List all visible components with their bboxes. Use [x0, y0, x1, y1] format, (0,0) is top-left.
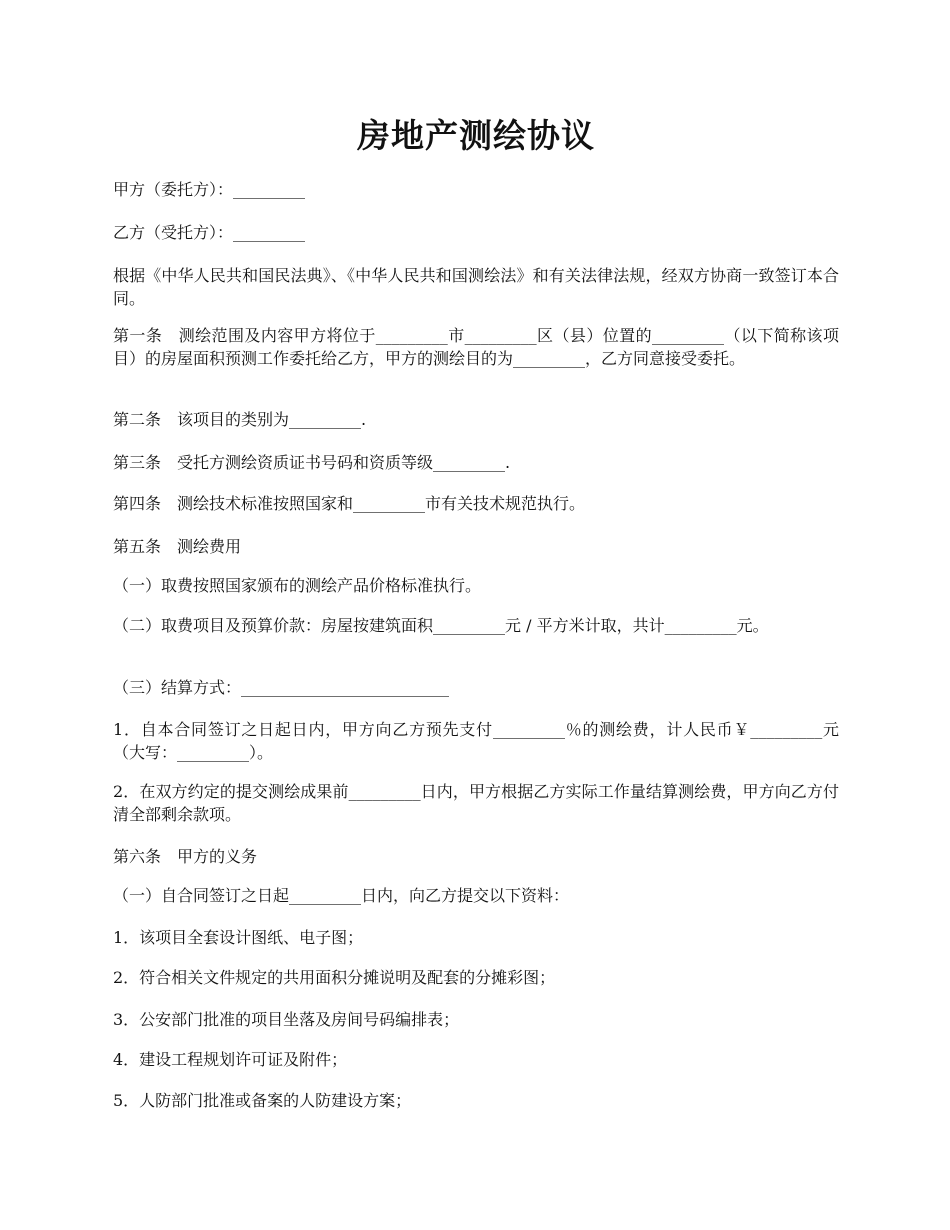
- payment-clause-1: 1．自本合同签订之日起日内，甲方向乙方预先支付_________％的测绘费，计人民币￥_________元（大写：_________）。: [113, 720, 839, 762]
- article-5-item-2: （二）取费项目及预算价款：房屋按建筑面积_________元 / 平方米计取，共计_________元。: [113, 616, 769, 635]
- material-item-2: 2．符合相关文件规定的共用面积分摊说明及配套的分摊彩图；: [113, 968, 556, 987]
- article-4-paragraph: 第四条 测绘技术标准按照国家和_________市有关技术规范执行。: [113, 494, 586, 513]
- article-6-item-1: （一）自合同签订之日起_________日内，向乙方提交以下资料：: [113, 886, 570, 905]
- article-2-paragraph: 第二条 该项目的类别为_________.: [113, 410, 367, 429]
- article-1-paragraph: 第一条 测绘范围及内容甲方将位于_________市_________区（县）位置的_________（以下简称该项目）的房屋面积预测工作委托给乙方，甲方的测绘目的为_________，乙方同意接受委托。: [113, 326, 839, 368]
- material-item-3: 3．公安部门批准的项目坐落及房间号码编排表；: [113, 1010, 460, 1029]
- preamble-paragraph: 根据《中华人民共和国民法典》、《中华人民共和国测绘法》和有关法律法规，经双方协商一致签订本合同。: [113, 266, 839, 308]
- article-6-heading: 第六条 甲方的义务: [113, 847, 258, 866]
- party-b-line: 乙方（受托方）：_________: [113, 223, 306, 242]
- article-5-item-3: （三）结算方式：__________________________: [113, 678, 450, 697]
- material-item-4: 4．建设工程规划许可证及附件；: [113, 1050, 348, 1069]
- material-item-5: 5．人防部门批准或备案的人防建设方案；: [113, 1091, 412, 1110]
- material-item-1: 1．该项目全套设计图纸、电子图；: [113, 928, 364, 947]
- article-3-paragraph: 第三条 受托方测绘资质证书号码和资质等级_________.: [113, 453, 511, 472]
- party-a-line: 甲方（委托方）：_________: [113, 180, 306, 199]
- document-title: 房地产测绘协议: [357, 116, 595, 155]
- article-5-heading: 第五条 测绘费用: [113, 537, 242, 556]
- payment-clause-2: 2．在双方约定的提交测绘成果前_________日内，甲方根据乙方实际工作量结算测绘费，甲方向乙方付清全部剩余款项。: [113, 782, 839, 824]
- article-5-item-1: （一）取费按照国家颁布的测绘产品价格标准执行。: [113, 576, 482, 595]
